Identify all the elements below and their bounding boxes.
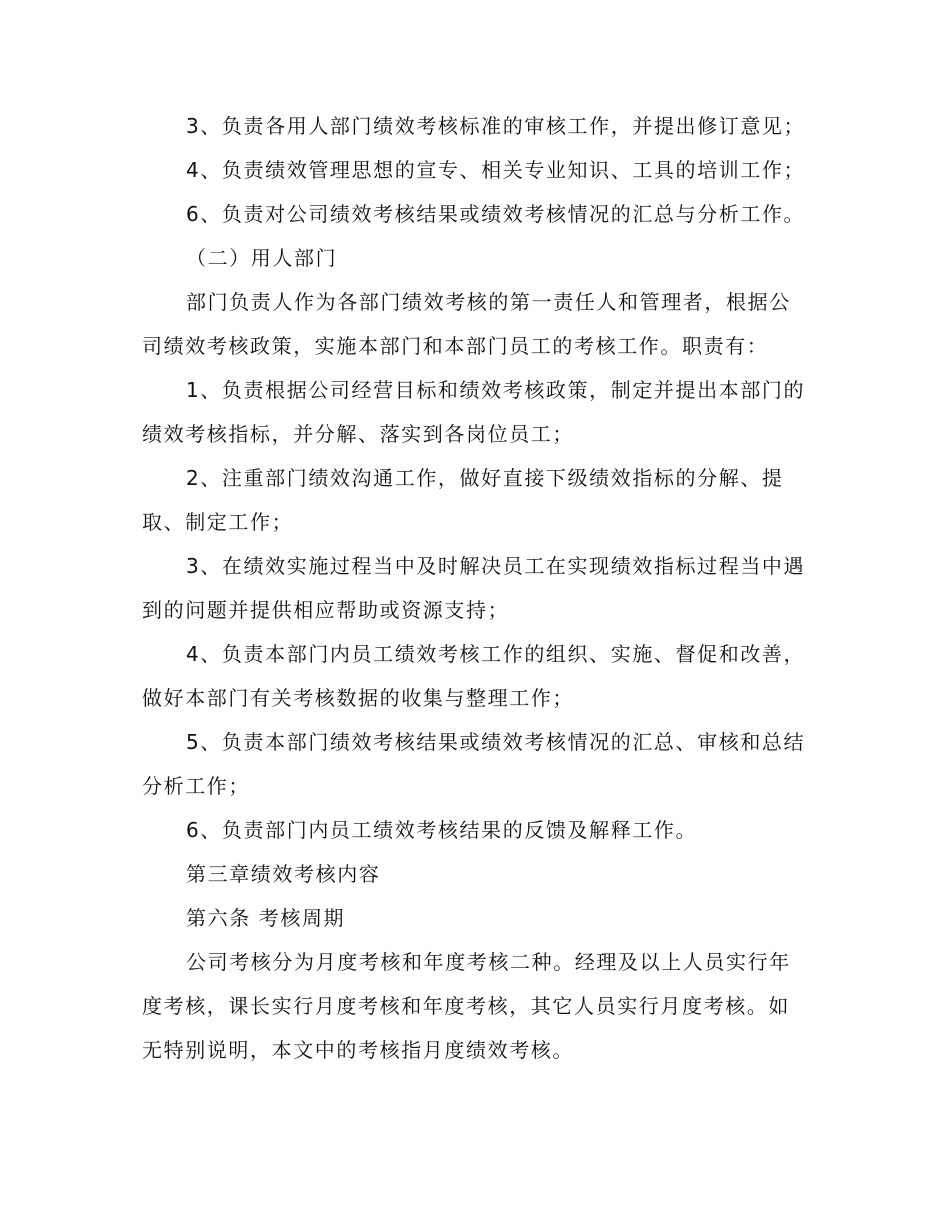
document-body: [142, 104, 810, 1072]
chapter-heading: 第三章绩效考核内容: [186, 862, 381, 886]
paragraph-dept-duty-2: 2、注重部门绩效沟通工作，做好直接下级绩效指标的分解、提取、制定工作；: [142, 466, 784, 534]
paragraph-assessment-cycle: 公司考核分为月度考核和年度考核二种。经理及以上人员实行年度考核，课长实行月度考核和年度考核，其它人员实行月度考核。如无特别说明，本文中的考核指月度绩效考核。: [142, 950, 791, 1062]
section-heading-user-department: （二）用人部门: [186, 246, 338, 270]
paragraph-dept-duty-1: 1、负责根据公司经营目标和绩效考核政策，制定并提出本部门的绩效考核指标，并分解、落实到各岗位员工；: [142, 378, 806, 446]
paragraph-dept-duty-3: 3、在绩效实施过程当中及时解决员工在实现绩效指标过程当中遇到的问题并提供相应帮助或资源支持；: [142, 554, 806, 622]
paragraph-duty-6: 6、负责对公司绩效考核结果或绩效考核情况的汇总与分析工作。: [186, 202, 806, 226]
paragraph-duty-3: 3、负责各用人部门绩效考核标准的审核工作，并提出修订意见；: [186, 114, 806, 138]
paragraph-dept-duty-5: 5、负责本部门绩效考核结果或绩效考核情况的汇总、审核和总结分析工作；: [142, 730, 806, 798]
paragraph-dept-duty-4: 4、负责本部门内员工绩效考核工作的组织、实施、督促和改善，做好本部门有关考核数据的收集与整理工作；: [142, 642, 806, 710]
paragraph-department-head: 部门负责人作为各部门绩效考核的第一责任人和管理者，根据公司绩效考核政策，实施本部门和本部门员工的考核工作。职责有：: [142, 290, 791, 358]
paragraph-duty-4: 4、负责绩效管理思想的宣专、相关专业知识、工具的培训工作；: [186, 158, 806, 182]
article-heading: 第六条 考核周期: [186, 906, 346, 930]
paragraph-dept-duty-6: 6、负责部门内员工绩效考核结果的反馈及解释工作。: [186, 818, 698, 842]
